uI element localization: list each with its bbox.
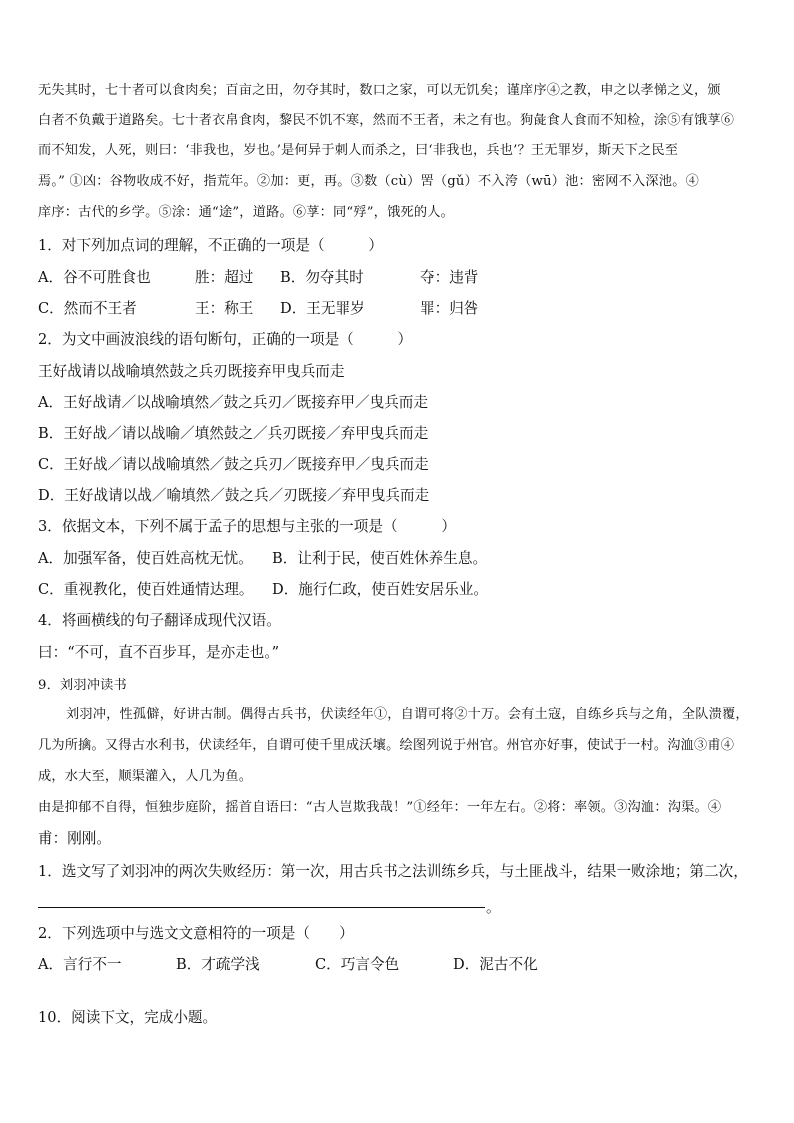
q1-stem: 1．对下列加点词的理解，不正确的一项是（ ）: [38, 237, 383, 254]
q4-stem: 4．将画横线的句子翻译成现代汉语。: [38, 612, 281, 629]
section9-line-5: 甫：刚刚。: [38, 830, 111, 847]
section9-q2-option-d: D．泥古不化: [453, 956, 538, 973]
q2-option-b: B．王好战／请以战喻／填然鼓之／兵刃既接／弃甲曳兵而走: [38, 425, 429, 442]
answer-blank-line[interactable]: [38, 907, 485, 908]
section9-line-4: 由是抑郁不自得，恒独步庭阶，摇首自语曰：“古人岂欺我哉！”①经年：一年左右。②将：率领。③沟洫：沟渠。④: [38, 800, 722, 815]
section9-line-3: 成，水大至，顺渠灌入，人几为鱼。: [38, 769, 253, 784]
section9-q2-option-c: C．巧言令色: [315, 956, 400, 973]
q3-option-a: A．加强军备，使百姓高枕无忧。: [38, 550, 253, 567]
q3-option-b: B．让利于民，使百姓休养生息。: [272, 550, 488, 567]
passage1-line-1: 无失其时，七十者可以食肉矣；百亩之田，勿夺其时，数口之家，可以无饥矣；谨庠序④之教，申之以孝悌之义，颁: [38, 83, 721, 98]
passage1-line-3: 而不知发，人死，则曰：‘非我也，岁也。’是何异于刺人而杀之，曰‘非我也，兵也’？王无罪岁，斯天下之民至: [38, 143, 679, 158]
passage1-line-4: 焉。” ①凶：谷物收成不好，指荒年。②加：更，再。③数（cù）罟（gǔ）不入洿（wū）池：密网不入深池。④: [38, 174, 699, 189]
section9-q2-option-b: B．才疏学浅: [176, 956, 260, 973]
q2-sentence: 王好战请以战喻填然鼓之兵刃既接弃甲曳兵而走: [38, 363, 345, 380]
section9-q2: 2．下列选项中与选文文意相符的一项是（ ）: [38, 925, 354, 942]
section9-line-1: 刘羽冲，性孤僻，好讲古制。偶得古兵书，伏读经年①，自谓可将②十万。会有土寇，自练乡兵与之角，全队溃覆，: [66, 707, 749, 722]
q1-option-d: D．王无罪岁: [280, 300, 365, 317]
section9-q1: 1．选文写了刘羽冲的两次失败经历：第一次，用古兵书之法训练乡兵，与土匪战斗，结果一败涂地；第二次，: [38, 863, 748, 880]
q2-option-d: D．王好战请以战／喻填然／鼓之兵／刃既接／弃甲曳兵而走: [38, 487, 430, 504]
q2-stem: 2．为文中画波浪线的语句断句，正确的一项是（ ）: [38, 331, 413, 348]
q2-option-a: A．王好战请／以战喻填然／鼓之兵刃／既接弃甲／曳兵而走: [38, 394, 428, 411]
q3-option-c: C．重视教化，使百姓通情达理。: [38, 581, 254, 598]
section9-q1-end: 。: [486, 899, 501, 916]
q3-stem: 3．依据文本，下列不属于孟子的思想与主张的一项是（ ）: [38, 518, 456, 535]
section10-title: 10．阅读下文，完成小题。: [38, 1009, 218, 1026]
passage1-line-2: 白者不负戴于道路矣。七十者衣帛食肉，黎民不饥不寒，然而不王者，未之有也。狗彘食人食而不知检，涂⑤有饿莩⑥: [38, 113, 735, 128]
section9-title: 9．刘羽冲读书: [38, 678, 127, 693]
section9-line-2: 几为所擒。又得古水利书，伏读经年，自谓可使千里成沃壤。绘图列说于州官。州官亦好事，使试于一村。沟洫③甫④: [38, 738, 735, 753]
q1-option-b-note: 夺：违背: [420, 269, 479, 286]
section9-q2-option-a: A．言行不一: [38, 956, 122, 973]
q1-option-a: A．谷不可胜食也: [38, 269, 151, 286]
q3-option-d: D．施行仁政，使百姓安居乐业。: [272, 581, 489, 598]
q1-option-b: B．勿夺其时: [280, 269, 364, 286]
q1-option-a-note: 胜：超过: [195, 269, 254, 286]
q1-option-c-note: 王：称王: [195, 300, 254, 317]
passage1-line-5: 庠序：古代的乡学。⑤涂：通“途”，道路。⑥莩：同“殍”，饿死的人。: [38, 205, 455, 220]
q2-option-c: C．王好战／请以战喻填然／鼓之兵刃／既接弃甲／曳兵而走: [38, 456, 429, 473]
q1-option-c: C．然而不王者: [38, 300, 137, 317]
q4-sentence: 曰：“不可，直不百步耳，是亦走也。”: [38, 644, 280, 661]
q1-option-d-note: 罪：归咎: [420, 300, 479, 317]
